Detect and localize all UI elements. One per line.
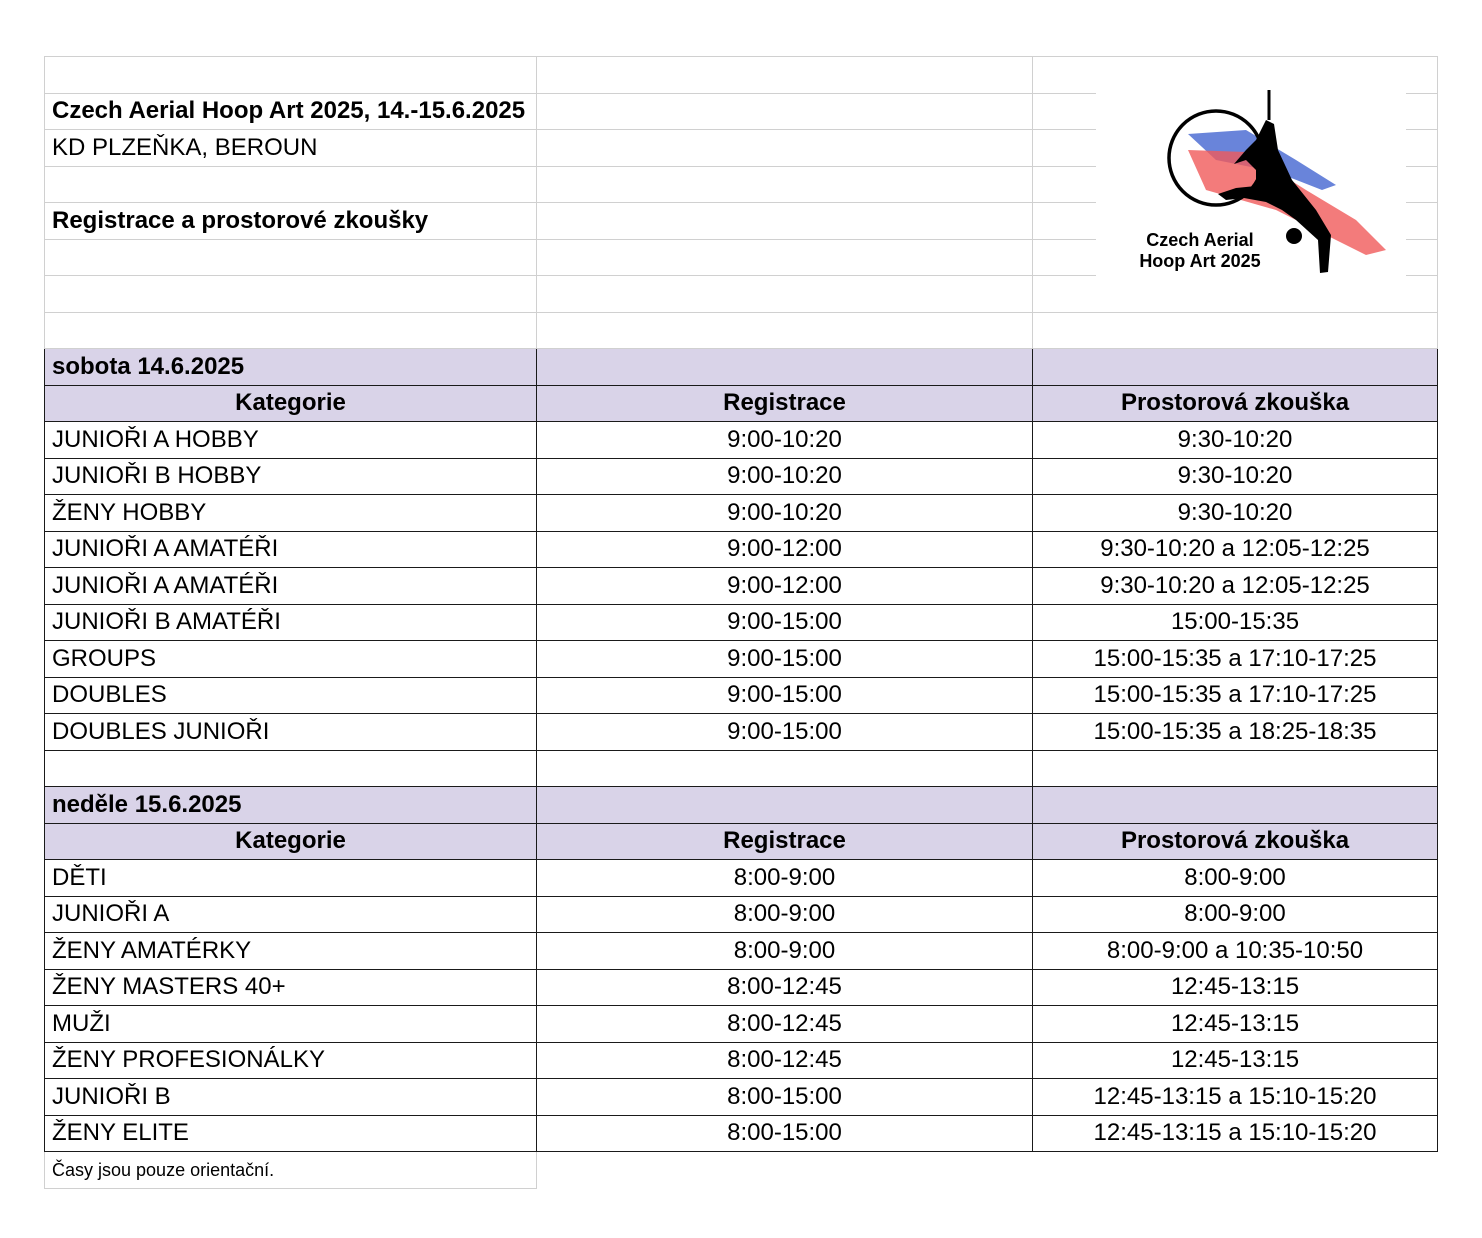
empty-row [45, 312, 1438, 349]
registration-cell[interactable]: 9:00-10:20 [537, 458, 1033, 495]
empty-row [45, 750, 1438, 787]
table-row [45, 1006, 1438, 1043]
sunday-day-label[interactable]: neděle 15.6.2025 [45, 787, 537, 824]
table-row [45, 933, 1438, 970]
rehearsal-cell[interactable]: 8:00-9:00 [1033, 896, 1438, 933]
column-header-rehearsal[interactable]: Prostorová zkouška [1033, 385, 1438, 422]
logo-text-line2: Hoop Art 2025 [1139, 251, 1261, 271]
table-row [45, 1042, 1438, 1079]
column-header-rehearsal[interactable]: Prostorová zkouška [1033, 823, 1438, 860]
column-header-registration[interactable]: Registrace [537, 385, 1033, 422]
table-row [45, 495, 1438, 532]
saturday-day-label[interactable]: sobota 14.6.2025 [45, 349, 537, 386]
table-row [45, 568, 1438, 605]
category-cell[interactable]: JUNIOŘI A [45, 896, 537, 933]
category-cell[interactable]: JUNIOŘI A HOBBY [45, 422, 537, 459]
rehearsal-cell[interactable]: 15:00-15:35 a 17:10-17:25 [1033, 677, 1438, 714]
category-cell[interactable]: ŽENY PROFESIONÁLKY [45, 1042, 537, 1079]
table-row [45, 896, 1438, 933]
category-cell[interactable]: JUNIOŘI A AMATÉŘI [45, 531, 537, 568]
registration-cell[interactable]: 9:00-12:00 [537, 568, 1033, 605]
rehearsal-cell[interactable]: 9:30-10:20 [1033, 458, 1438, 495]
sunday-rows [45, 860, 1438, 1152]
category-cell[interactable]: ŽENY MASTERS 40+ [45, 969, 537, 1006]
registration-cell[interactable]: 8:00-12:45 [537, 969, 1033, 1006]
category-cell[interactable]: DOUBLES [45, 677, 537, 714]
table-row [45, 531, 1438, 568]
empty-row [45, 57, 1438, 94]
registration-cell[interactable]: 8:00-12:45 [537, 1006, 1033, 1043]
registration-cell[interactable]: 9:00-15:00 [537, 641, 1033, 678]
registration-cell[interactable]: 9:00-15:00 [537, 604, 1033, 641]
table-row [45, 604, 1438, 641]
table-row [45, 422, 1438, 459]
category-cell[interactable]: DĚTI [45, 860, 537, 897]
table-row [45, 1115, 1438, 1152]
rehearsal-cell[interactable]: 9:30-10:20 [1033, 422, 1438, 459]
saturday-rows [45, 422, 1438, 751]
rehearsal-cell[interactable]: 15:00-15:35 a 17:10-17:25 [1033, 641, 1438, 678]
category-cell[interactable]: JUNIOŘI A AMATÉŘI [45, 568, 537, 605]
rehearsal-cell[interactable]: 12:45-13:15 a 15:10-15:20 [1033, 1115, 1438, 1152]
rehearsal-cell[interactable]: 9:30-10:20 a 12:05-12:25 [1033, 568, 1438, 605]
category-cell[interactable]: JUNIOŘI B [45, 1079, 537, 1116]
event-title[interactable]: Czech Aerial Hoop Art 2025, 14.-15.6.2025 [45, 93, 537, 130]
table-row [45, 714, 1438, 751]
registration-cell[interactable]: 8:00-9:00 [537, 860, 1033, 897]
saturday-day-row [45, 349, 1438, 386]
rehearsal-cell[interactable]: 15:00-15:35 a 18:25-18:35 [1033, 714, 1438, 751]
category-cell[interactable]: ŽENY HOBBY [45, 495, 537, 532]
category-cell[interactable]: DOUBLES JUNIOŘI [45, 714, 537, 751]
sunday-day-row [45, 787, 1438, 824]
section-title[interactable]: Registrace a prostorové zkoušky [45, 203, 537, 240]
registration-cell[interactable]: 8:00-9:00 [537, 896, 1033, 933]
rehearsal-cell[interactable]: 12:45-13:15 [1033, 1006, 1438, 1043]
registration-cell[interactable]: 9:00-15:00 [537, 714, 1033, 751]
registration-cell[interactable]: 9:00-15:00 [537, 677, 1033, 714]
venue[interactable]: KD PLZEŇKA, BEROUN [45, 130, 537, 167]
registration-cell[interactable]: 8:00-15:00 [537, 1079, 1033, 1116]
rehearsal-cell[interactable]: 12:45-13:15 [1033, 1042, 1438, 1079]
logo-text-line1: Czech Aerial [1146, 230, 1254, 250]
rehearsal-cell[interactable]: 12:45-13:15 a 15:10-15:20 [1033, 1079, 1438, 1116]
table-row [45, 677, 1438, 714]
event-logo [1096, 90, 1406, 282]
registration-cell[interactable]: 9:00-10:20 [537, 495, 1033, 532]
table-row [45, 641, 1438, 678]
registration-cell[interactable]: 9:00-12:00 [537, 531, 1033, 568]
table-row [45, 969, 1438, 1006]
category-cell[interactable]: ŽENY ELITE [45, 1115, 537, 1152]
registration-cell[interactable]: 8:00-9:00 [537, 933, 1033, 970]
column-header-registration[interactable]: Registrace [537, 823, 1033, 860]
sunday-header-row [45, 823, 1438, 860]
category-cell[interactable]: JUNIOŘI B HOBBY [45, 458, 537, 495]
aerial-hoop-logo-icon [1096, 90, 1406, 282]
category-cell[interactable]: MUŽI [45, 1006, 537, 1043]
saturday-header-row [45, 385, 1438, 422]
table-row [45, 1079, 1438, 1116]
column-header-category[interactable]: Kategorie [45, 823, 537, 860]
registration-cell[interactable]: 8:00-12:45 [537, 1042, 1033, 1079]
rehearsal-cell[interactable]: 9:30-10:20 a 12:05-12:25 [1033, 531, 1438, 568]
footnote[interactable]: Časy jsou pouze orientační. [45, 1152, 537, 1189]
registration-cell[interactable]: 8:00-15:00 [537, 1115, 1033, 1152]
category-cell[interactable]: ŽENY AMATÉRKY [45, 933, 537, 970]
category-cell[interactable]: JUNIOŘI B AMATÉŘI [45, 604, 537, 641]
registration-cell[interactable]: 9:00-10:20 [537, 422, 1033, 459]
column-header-category[interactable]: Kategorie [45, 385, 537, 422]
table-row [45, 458, 1438, 495]
rehearsal-cell[interactable]: 8:00-9:00 a 10:35-10:50 [1033, 933, 1438, 970]
footnote-row [45, 1152, 1438, 1189]
table-row [45, 860, 1438, 897]
category-cell[interactable]: GROUPS [45, 641, 537, 678]
rehearsal-cell[interactable]: 12:45-13:15 [1033, 969, 1438, 1006]
rehearsal-cell[interactable]: 15:00-15:35 [1033, 604, 1438, 641]
rehearsal-cell[interactable]: 9:30-10:20 [1033, 495, 1438, 532]
rehearsal-cell[interactable]: 8:00-9:00 [1033, 860, 1438, 897]
